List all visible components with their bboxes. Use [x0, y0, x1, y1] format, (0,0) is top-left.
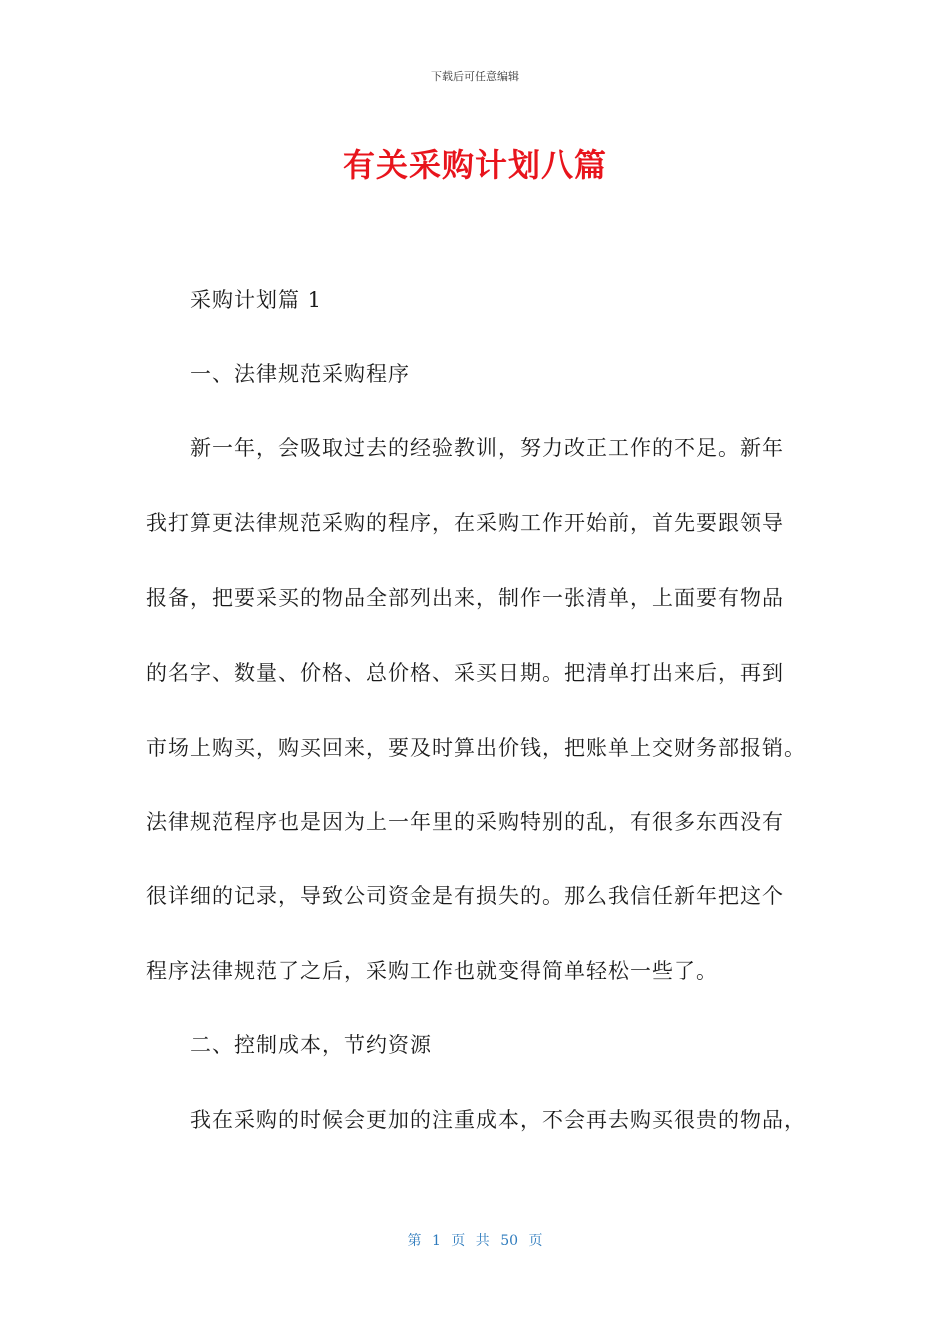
header-note: 下载后可任意编辑 [431, 70, 519, 83]
page-footer: 第 1 页 共 50 页 [407, 1233, 543, 1249]
paragraph-line: 新一年，会吸取过去的经验教训，努力改正工作的不足。新年 [190, 436, 784, 460]
paragraph-line: 我打算更法律规范采购的程序，在采购工作开始前，首先要跟领导 [146, 511, 784, 535]
paragraph-line: 法律规范程序也是因为上一年里的采购特别的乱，有很多东西没有 [146, 810, 784, 834]
subsection-heading: 一、法律规范采购程序 [190, 362, 410, 386]
paragraph-line: 市场上购买，购买回来，要及时算出价钱，把账单上交财务部报销。 [146, 736, 806, 760]
section-heading: 采购计划篇 1 [190, 288, 323, 312]
paragraph-line: 的名字、数量、价格、总价格、采买日期。把清单打出来后，再到 [146, 661, 784, 685]
paragraph-line: 很详细的记录，导致公司资金是有损失的。那么我信任新年把这个 [146, 884, 784, 908]
subsection-heading: 二、控制成本，节约资源 [190, 1033, 432, 1057]
paragraph-line: 程序法律规范了之后，采购工作也就变得简单轻松一些了。 [146, 959, 718, 983]
paragraph-line: 报备，把要采买的物品全部列出来，制作一张清单，上面要有物品 [146, 586, 784, 610]
document-title: 有关采购计划八篇 [342, 146, 607, 184]
paragraph-line: 我在采购的时候会更加的注重成本，不会再去购买很贵的物品， [190, 1108, 806, 1132]
